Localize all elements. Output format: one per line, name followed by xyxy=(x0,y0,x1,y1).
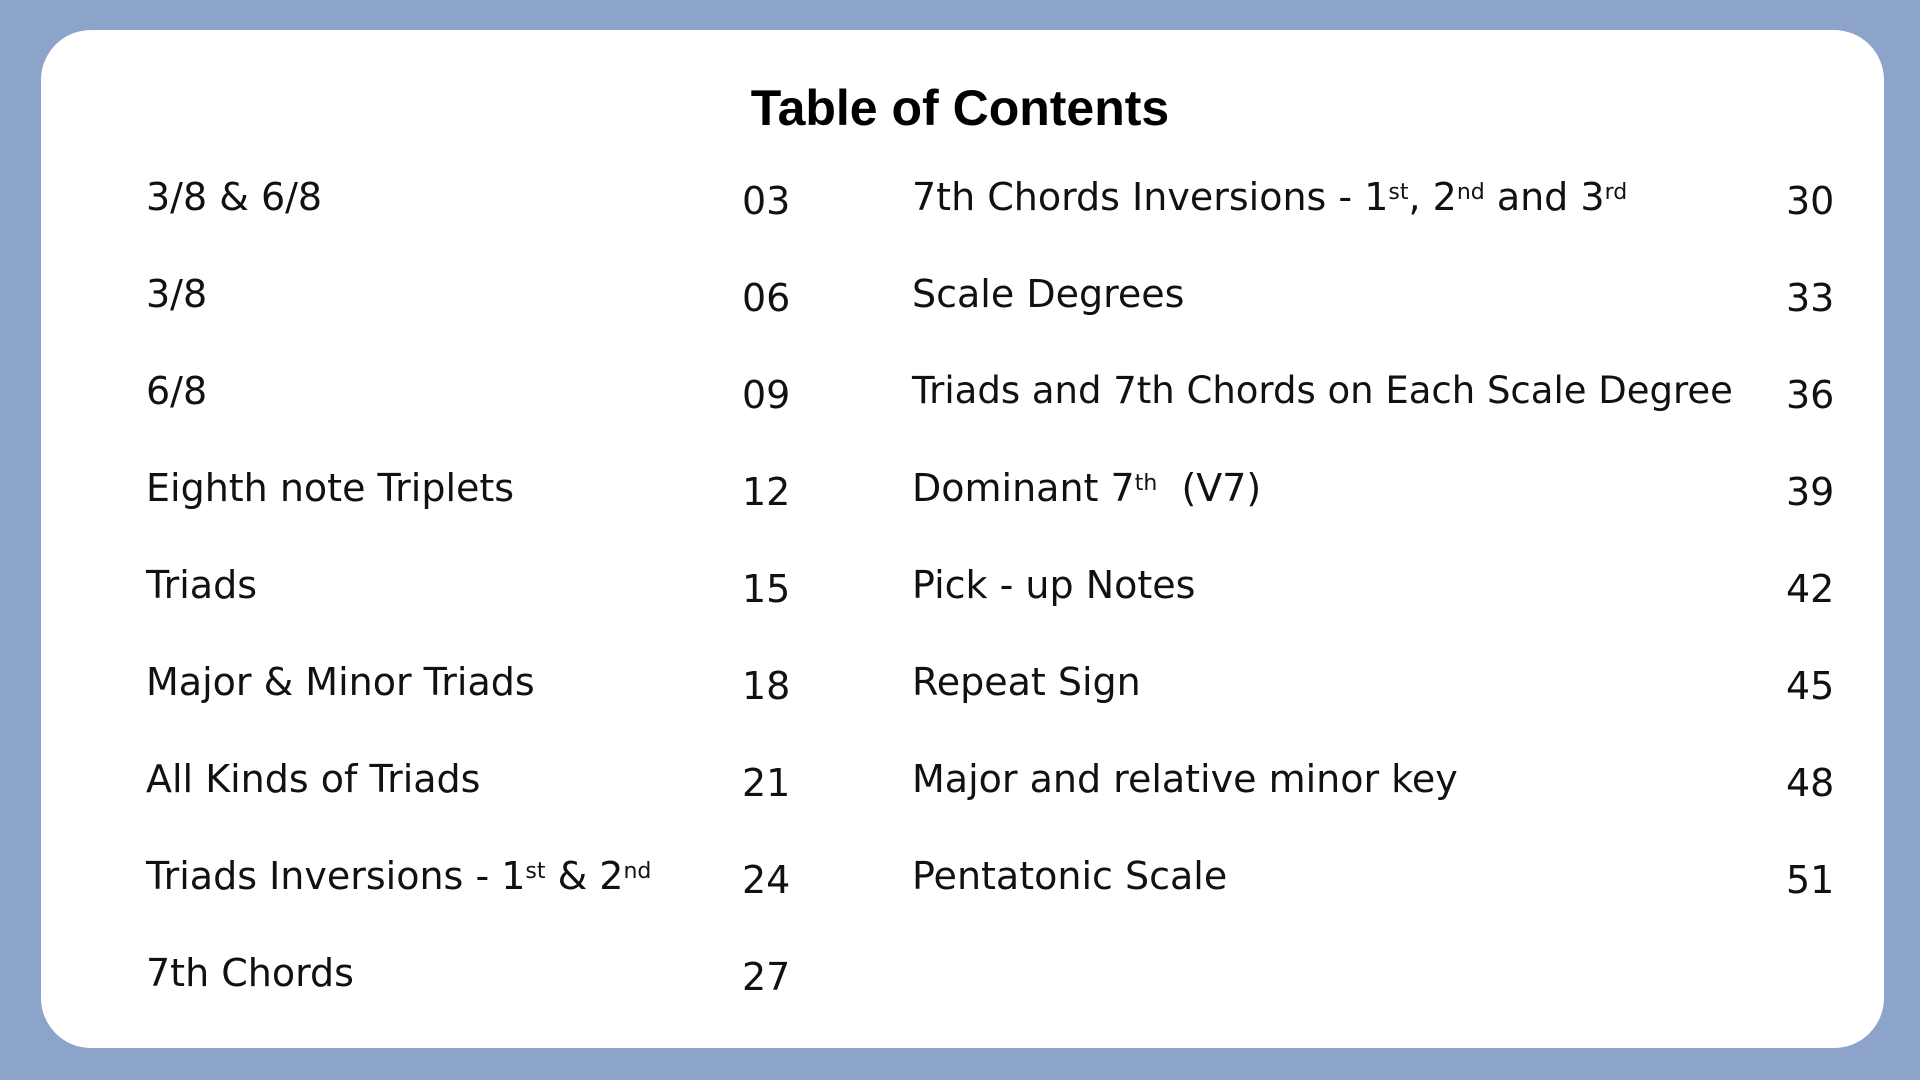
toc-entry-label: Major & Minor Triads xyxy=(146,660,535,704)
toc-entry-page: 06 xyxy=(742,276,791,320)
toc-entry-page: 30 xyxy=(1786,179,1835,223)
toc-entry-label: 6/8 xyxy=(146,369,208,413)
toc-entry-label: Triads Inversions - 1st & 2nd xyxy=(146,854,652,898)
page-title: Table of Contents xyxy=(750,80,1170,136)
toc-entry-label: Repeat Sign xyxy=(912,660,1141,704)
toc-entry-page: 48 xyxy=(1786,761,1835,805)
toc-entry-page: 39 xyxy=(1786,470,1835,514)
toc-entry-page: 51 xyxy=(1786,858,1835,902)
toc-entry-label: All Kinds of Triads xyxy=(146,757,481,801)
toc-entry-page: 12 xyxy=(742,470,791,514)
toc-entry-page: 18 xyxy=(742,664,791,708)
toc-entry-label: 7th Chords Inversions - 1st, 2nd and 3rd xyxy=(912,175,1628,219)
toc-entry-page: 45 xyxy=(1786,664,1835,708)
toc-entry-label: Dominant 7th (V7) xyxy=(912,466,1262,510)
toc-entry-page: 03 xyxy=(742,179,791,223)
toc-entry-page: 24 xyxy=(742,858,791,902)
toc-entry-label: Eighth note Triplets xyxy=(146,466,515,510)
toc-entry-label: Triads and 7th Chords on Each Scale Degree xyxy=(912,369,1733,412)
toc-entry-label: Triads xyxy=(146,563,258,607)
toc-entry-page: 33 xyxy=(1786,276,1835,320)
toc-entry-page: 42 xyxy=(1786,567,1835,611)
toc-entry-page: 15 xyxy=(742,567,791,611)
toc-entry-label: 3/8 xyxy=(146,272,208,316)
toc-entry-label: 3/8 & 6/8 xyxy=(146,175,323,219)
toc-entry-label: Major and relative minor key xyxy=(912,757,1458,801)
toc-entry-page: 21 xyxy=(742,761,791,805)
toc-entry-label: Pentatonic Scale xyxy=(912,854,1228,898)
toc-entry-page: 36 xyxy=(1786,373,1835,417)
toc-entry-label: 7th Chords xyxy=(146,951,354,995)
toc-entry-page: 27 xyxy=(742,955,791,999)
toc-entry-label: Pick - up Notes xyxy=(912,563,1196,607)
toc-entry-page: 09 xyxy=(742,373,791,417)
toc-entry-label: Scale Degrees xyxy=(912,272,1185,316)
